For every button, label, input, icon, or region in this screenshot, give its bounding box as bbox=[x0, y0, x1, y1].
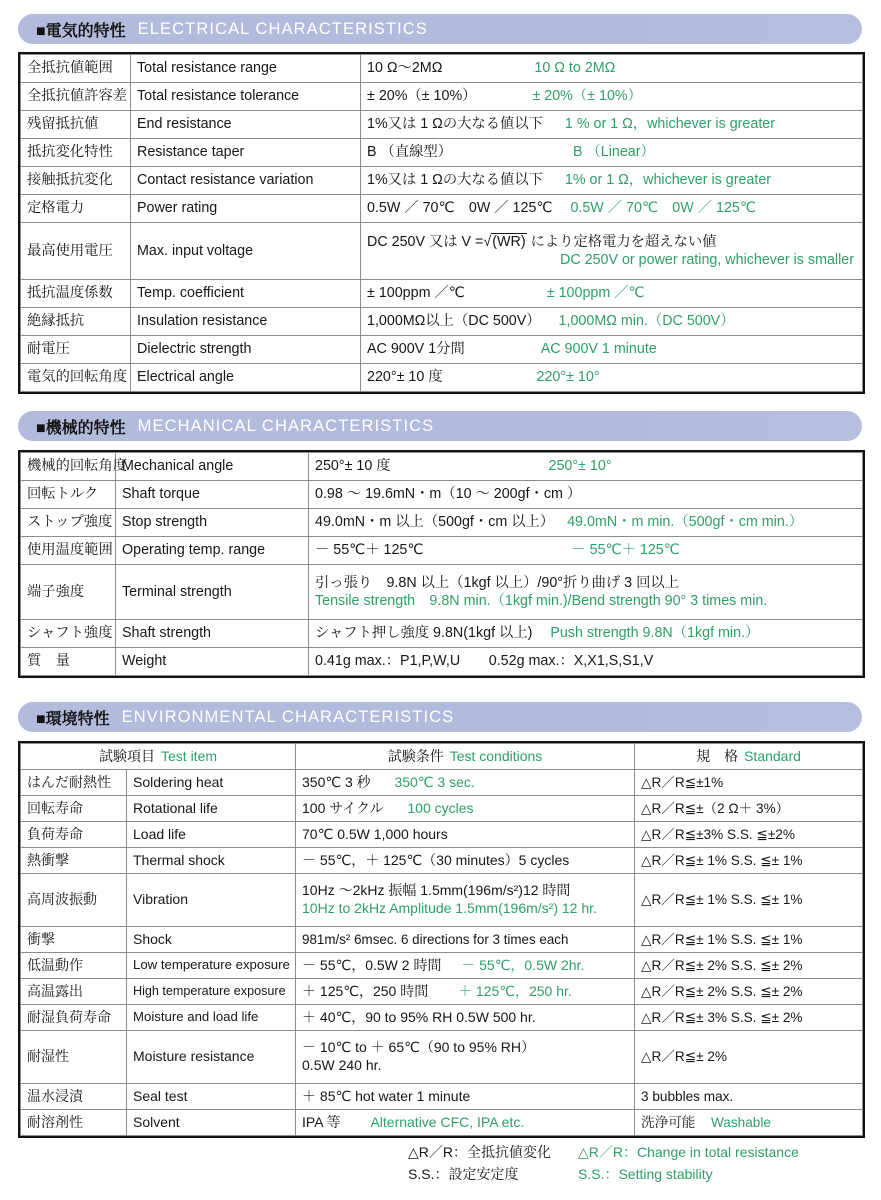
row-label-en: Dielectric strength bbox=[131, 336, 361, 364]
row-conditions bbox=[296, 770, 635, 796]
row-label-en: Power rating bbox=[131, 195, 361, 223]
table-header-row bbox=[21, 744, 863, 770]
cond-en: Alternative CFC, IPA etc. bbox=[370, 1113, 525, 1130]
table-row bbox=[21, 509, 863, 537]
table-row bbox=[21, 979, 863, 1005]
table-row bbox=[21, 364, 863, 392]
value-en: B （Linear） bbox=[572, 144, 655, 161]
table-row bbox=[21, 308, 863, 336]
row-value bbox=[361, 195, 863, 223]
value-en-line bbox=[367, 251, 856, 269]
row-conditions bbox=[296, 1031, 635, 1084]
column-header-standard bbox=[635, 744, 863, 770]
row-value bbox=[361, 336, 863, 364]
row-label-en: Total resistance range bbox=[131, 55, 361, 83]
footnotes bbox=[408, 1142, 799, 1185]
row-value bbox=[361, 364, 863, 392]
row-label-en: Mechanical angle bbox=[116, 453, 309, 481]
sqrt-icon: √ bbox=[483, 233, 492, 250]
section-header-environmental bbox=[18, 702, 862, 732]
section-title-jp: ■環境特性 bbox=[36, 710, 110, 728]
row-label-en: Soldering heat bbox=[127, 770, 296, 796]
footnote-en: △R／R：Change in total resistance bbox=[578, 1144, 799, 1160]
table-row bbox=[21, 1110, 863, 1136]
table-row bbox=[21, 195, 863, 223]
row-value bbox=[309, 453, 863, 481]
row-label-jp: 回転寿命 bbox=[21, 796, 127, 822]
footnote-jp: S.S.：設定安定度 bbox=[408, 1165, 519, 1182]
row-label-jp: 低温動作 bbox=[21, 953, 127, 979]
header-jp: 規 格 bbox=[696, 747, 739, 764]
row-value bbox=[361, 167, 863, 195]
value-en: ± 20%（± 10%） bbox=[532, 88, 642, 105]
row-label-jp: 使用温度範囲 bbox=[21, 537, 116, 565]
row-label-en: Electrical angle bbox=[131, 364, 361, 392]
table-row bbox=[21, 139, 863, 167]
row-value bbox=[309, 620, 863, 648]
electrical-characteristics-table bbox=[20, 54, 863, 392]
header-en: Test conditions bbox=[449, 747, 543, 764]
value-en: 250°± 10° bbox=[548, 458, 612, 475]
row-value bbox=[361, 55, 863, 83]
row-standard: △R／R≦± 1% S.S. ≦± 1% bbox=[635, 848, 863, 874]
table-row bbox=[21, 111, 863, 139]
table-row bbox=[21, 770, 863, 796]
table-row bbox=[21, 1005, 863, 1031]
row-conditions bbox=[296, 979, 635, 1005]
table-row bbox=[21, 1031, 863, 1084]
section-header-mechanical bbox=[18, 411, 862, 441]
table-row bbox=[21, 874, 863, 927]
row-label-en: High temperature exposure bbox=[127, 979, 296, 1005]
row-label-jp: 残留抵抗値 bbox=[21, 111, 131, 139]
row-label-jp: 耐電圧 bbox=[21, 336, 131, 364]
row-label-en: End resistance bbox=[131, 111, 361, 139]
environmental-characteristics-table bbox=[20, 743, 863, 1136]
row-label-en: Resistance taper bbox=[131, 139, 361, 167]
table-row bbox=[21, 55, 863, 83]
value-jp: シャフト押し強度 9.8N(1kgf 以上) bbox=[315, 625, 533, 642]
row-conditions bbox=[296, 953, 635, 979]
row-label-jp: 機械的回転角度 bbox=[21, 453, 116, 481]
row-label-en: Operating temp. range bbox=[116, 537, 309, 565]
row-value bbox=[361, 83, 863, 111]
value-en: ± 100ppm ／℃ bbox=[546, 285, 645, 302]
header-en: Standard bbox=[744, 747, 801, 764]
value-en: Tensile strength 9.8N min.（1kgf min.)/Bend strength 90° 3 times min. bbox=[315, 593, 768, 609]
row-standard: 3 bubbles max. bbox=[635, 1084, 863, 1110]
row-standard: △R／R≦± 1% S.S. ≦± 1% bbox=[635, 874, 863, 927]
row-label-jp: 電気的回転角度 bbox=[21, 364, 131, 392]
row-standard: △R／R≦± 1% S.S. ≦± 1% bbox=[635, 927, 863, 953]
cond-jp: ＋ 40℃，90 to 95% RH 0.5W 500 hr. bbox=[302, 1008, 536, 1025]
value-jp: 0.41g max.：P1,P,W,U 0.52g max.：X,X1,S,S1,V bbox=[315, 653, 654, 670]
row-label-en: Stop strength bbox=[116, 509, 309, 537]
value-en: Push strength 9.8N（1kgf min.） bbox=[550, 625, 760, 642]
row-label-jp: 高温露出 bbox=[21, 979, 127, 1005]
cond-en: ＋ 125℃，250 hr. bbox=[458, 982, 572, 999]
cond-jp: 981m/s² 6msec. 6 directions for 3 times each bbox=[302, 931, 569, 947]
section-title-jp: ■電気的特性 bbox=[36, 22, 126, 40]
row-value bbox=[309, 648, 863, 676]
row-value bbox=[361, 223, 863, 280]
row-label-jp: 抵抗温度係数 bbox=[21, 280, 131, 308]
row-label-en: Terminal strength bbox=[116, 565, 309, 620]
table-row bbox=[21, 848, 863, 874]
row-conditions bbox=[296, 874, 635, 927]
row-label-jp: 耐溶剤性 bbox=[21, 1110, 127, 1136]
column-header-test-conditions bbox=[296, 744, 635, 770]
value-jp: 1%又は 1 Ωの大なる値以下 bbox=[367, 172, 543, 189]
row-standard bbox=[635, 1110, 863, 1136]
header-en: Test item bbox=[161, 747, 218, 764]
row-label-en: Moisture and load life bbox=[127, 1005, 296, 1031]
value-en: 1 % or 1 Ω，whichever is greater bbox=[564, 116, 776, 133]
footnote-en: S.S.：Setting stability bbox=[578, 1165, 713, 1182]
row-value bbox=[309, 565, 863, 620]
row-label-en: Temp. coefficient bbox=[131, 280, 361, 308]
row-label-jp: 耐湿性 bbox=[21, 1031, 127, 1084]
row-label-en: Weight bbox=[116, 648, 309, 676]
row-conditions bbox=[296, 1084, 635, 1110]
row-label-jp: 全抵抗値許容差 bbox=[21, 83, 131, 111]
row-conditions bbox=[296, 848, 635, 874]
footnote-jp: △R／R：全抵抗値変化 bbox=[408, 1144, 551, 1160]
value-jp-radicand: (WR) bbox=[492, 233, 526, 250]
value-en: DC 250V or power rating, whichever is smaller bbox=[560, 252, 854, 268]
section-title-en: MECHANICAL CHARACTERISTICS bbox=[137, 416, 435, 435]
cond-en: 100 cycles bbox=[407, 799, 474, 816]
row-label-jp: 回転トルク bbox=[21, 481, 116, 509]
row-label-jp: 絶縁抵抗 bbox=[21, 308, 131, 336]
row-label-en: Seal test bbox=[127, 1084, 296, 1110]
row-label-jp: 高周波振動 bbox=[21, 874, 127, 927]
row-value bbox=[309, 537, 863, 565]
table-row bbox=[21, 953, 863, 979]
row-label-jp: 抵抗変化特性 bbox=[21, 139, 131, 167]
row-standard: △R／R≦± 2% S.S. ≦± 2% bbox=[635, 979, 863, 1005]
row-label-en: Total resistance tolerance bbox=[131, 83, 361, 111]
value-jp: 1%又は 1 Ωの大なる値以下 bbox=[367, 116, 543, 133]
cond-jp: 10Hz ～2kHz 振幅 1.5mm(196m/s²)12 時間 bbox=[302, 882, 571, 899]
table-row bbox=[21, 565, 863, 620]
cond-jp: － 10℃ to ＋ 65℃（90 to 95% RH） bbox=[302, 1039, 535, 1056]
table-row bbox=[21, 336, 863, 364]
value-jp: 0.5W ／ 70℃ 0W ／ 125℃ bbox=[367, 200, 553, 217]
value-jp: 1,000MΩ以上（DC 500V） bbox=[367, 313, 541, 330]
section-title-en: ENVIRONMENTAL CHARACTERISTICS bbox=[121, 707, 455, 726]
row-standard: △R／R≦±3% S.S. ≦±2% bbox=[635, 822, 863, 848]
value-jp: AC 900V 1分間 bbox=[367, 341, 465, 358]
row-label-en: Vibration bbox=[127, 874, 296, 927]
row-label-jp: 耐湿負荷寿命 bbox=[21, 1005, 127, 1031]
row-label-en: Contact resistance variation bbox=[131, 167, 361, 195]
table-row bbox=[21, 796, 863, 822]
value-jp-pre: DC 250V 又は V = bbox=[367, 233, 484, 250]
row-conditions bbox=[296, 1110, 635, 1136]
table-row bbox=[21, 620, 863, 648]
cond-jp: ＋ 85℃ hot water 1 minute bbox=[302, 1087, 471, 1104]
table-row bbox=[21, 453, 863, 481]
row-conditions bbox=[296, 822, 635, 848]
row-label-jp: 熱衝撃 bbox=[21, 848, 127, 874]
table-row bbox=[21, 537, 863, 565]
row-label-jp: 負荷寿命 bbox=[21, 822, 127, 848]
column-header-test-item bbox=[21, 744, 296, 770]
row-label-jp: 衝撃 bbox=[21, 927, 127, 953]
row-label-en: Shaft strength bbox=[116, 620, 309, 648]
table-row bbox=[21, 1084, 863, 1110]
row-label-jp: 接触抵抗変化 bbox=[21, 167, 131, 195]
row-conditions bbox=[296, 796, 635, 822]
value-jp-line bbox=[367, 233, 856, 251]
value-jp: － 55℃＋ 125℃ bbox=[315, 542, 424, 559]
table-row bbox=[21, 648, 863, 676]
cond-en: 10Hz to 2kHz Amplitude 1.5mm(196m/s²) 12 hr. bbox=[302, 900, 597, 916]
value-en: 49.0mN・m min.（500gf・cm min.） bbox=[567, 514, 804, 531]
header-jp: 試験項目 bbox=[99, 747, 155, 764]
row-value bbox=[309, 509, 863, 537]
footnote-row bbox=[408, 1164, 799, 1186]
value-en: 220°± 10° bbox=[536, 369, 600, 386]
value-jp: 220°± 10 度 bbox=[367, 369, 443, 386]
row-label-en: Shaft torque bbox=[116, 481, 309, 509]
value-en: 0.5W ／ 70℃ 0W ／ 125℃ bbox=[570, 200, 756, 217]
row-label-jp: 定格電力 bbox=[21, 195, 131, 223]
row-label-jp: 質 量 bbox=[21, 648, 116, 676]
value-en: 10 Ω to 2MΩ bbox=[534, 60, 616, 77]
row-standard: △R／R≦± 3% S.S. ≦± 2% bbox=[635, 1005, 863, 1031]
row-label-jp: はんだ耐熱性 bbox=[21, 770, 127, 796]
section-title-jp: ■機械的特性 bbox=[36, 419, 126, 437]
row-standard: △R／R≦±（2 Ω＋ 3%） bbox=[635, 796, 863, 822]
value-jp: 250°± 10 度 bbox=[315, 458, 391, 475]
row-value bbox=[361, 111, 863, 139]
row-label-jp: 全抵抗値範囲 bbox=[21, 55, 131, 83]
cond-en: 350℃ 3 sec. bbox=[394, 773, 475, 790]
value-jp: ± 100ppm ／℃ bbox=[367, 285, 465, 302]
row-label-jp: 最高使用電圧 bbox=[21, 223, 131, 280]
std-en: Washable bbox=[710, 1114, 771, 1130]
cond-en: － 55℃，0.5W 2hr. bbox=[461, 956, 585, 973]
cond-jp: 350℃ 3 秒 bbox=[302, 773, 371, 790]
row-label-en: Solvent bbox=[127, 1110, 296, 1136]
row-label-en: Shock bbox=[127, 927, 296, 953]
row-label-jp: ストップ強度 bbox=[21, 509, 116, 537]
row-label-jp: 温水浸漬 bbox=[21, 1084, 127, 1110]
row-conditions bbox=[296, 1005, 635, 1031]
table-row bbox=[21, 927, 863, 953]
footnote-row bbox=[408, 1142, 799, 1164]
value-jp: 49.0mN・m 以上（500gf・cm 以上） bbox=[315, 514, 555, 531]
cond-jp: － 55℃，＋ 125℃（30 minutes）5 cycles bbox=[302, 851, 570, 868]
section-title-en: ELECTRICAL CHARACTERISTICS bbox=[137, 19, 428, 38]
row-value bbox=[361, 308, 863, 336]
value-jp: ± 20%（± 10%） bbox=[367, 88, 477, 105]
table-row bbox=[21, 481, 863, 509]
value-jp: B （直線型） bbox=[367, 144, 452, 161]
value-jp-post: により定格電力を超えない値 bbox=[526, 233, 717, 250]
value-en: AC 900V 1 minute bbox=[540, 341, 657, 358]
row-label-jp: シャフト強度 bbox=[21, 620, 116, 648]
row-standard: △R／R≦± 2% S.S. ≦± 2% bbox=[635, 953, 863, 979]
section-header-electrical bbox=[18, 14, 862, 44]
cond-jp: IPA 等 bbox=[302, 1113, 341, 1130]
row-label-en: Moisture resistance bbox=[127, 1031, 296, 1084]
table-row bbox=[21, 280, 863, 308]
row-label-en: Low temperature exposure bbox=[127, 953, 296, 979]
row-label-jp: 端子強度 bbox=[21, 565, 116, 620]
table-row bbox=[21, 223, 863, 280]
cond-jp: ＋ 125℃，250 時間 bbox=[302, 982, 429, 999]
row-value bbox=[361, 280, 863, 308]
value-en: － 55℃＋ 125℃ bbox=[571, 542, 680, 559]
cond-jp: 70℃ 0.5W 1,000 hours bbox=[302, 825, 448, 842]
row-standard: △R／R≦± 2% bbox=[635, 1031, 863, 1084]
value-jp: 引っ張り 9.8N 以上（1kgf 以上）/90°折り曲げ 3 回以上 bbox=[315, 574, 679, 591]
cond-jp: － 55℃，0.5W 2 時間 bbox=[302, 956, 442, 973]
row-label-en: Insulation resistance bbox=[131, 308, 361, 336]
row-label-en: Load life bbox=[127, 822, 296, 848]
value-jp: 0.98 ～ 19.6mN・m（10 ～ 200gf・cm ） bbox=[315, 486, 582, 503]
table-row bbox=[21, 167, 863, 195]
value-en: 1,000MΩ min.（DC 500V） bbox=[558, 313, 735, 330]
cond-jp-2: 0.5W 240 hr. bbox=[302, 1057, 382, 1073]
mechanical-characteristics-table bbox=[20, 452, 863, 676]
table-row bbox=[21, 822, 863, 848]
row-standard: △R／R≦±1% bbox=[635, 770, 863, 796]
cond-jp: 100 サイクル bbox=[302, 799, 384, 816]
row-value bbox=[361, 139, 863, 167]
value-en: 1% or 1 Ω，whichever is greater bbox=[564, 172, 772, 189]
row-label-en: Thermal shock bbox=[127, 848, 296, 874]
row-label-en: Rotational life bbox=[127, 796, 296, 822]
std-jp: 洗浄可能 bbox=[641, 1114, 696, 1130]
value-jp: 10 Ω～2MΩ bbox=[367, 60, 443, 77]
row-label-en: Max. input voltage bbox=[131, 223, 361, 280]
row-value bbox=[309, 481, 863, 509]
row-conditions bbox=[296, 927, 635, 953]
table-row bbox=[21, 83, 863, 111]
header-jp: 試験条件 bbox=[387, 747, 444, 764]
